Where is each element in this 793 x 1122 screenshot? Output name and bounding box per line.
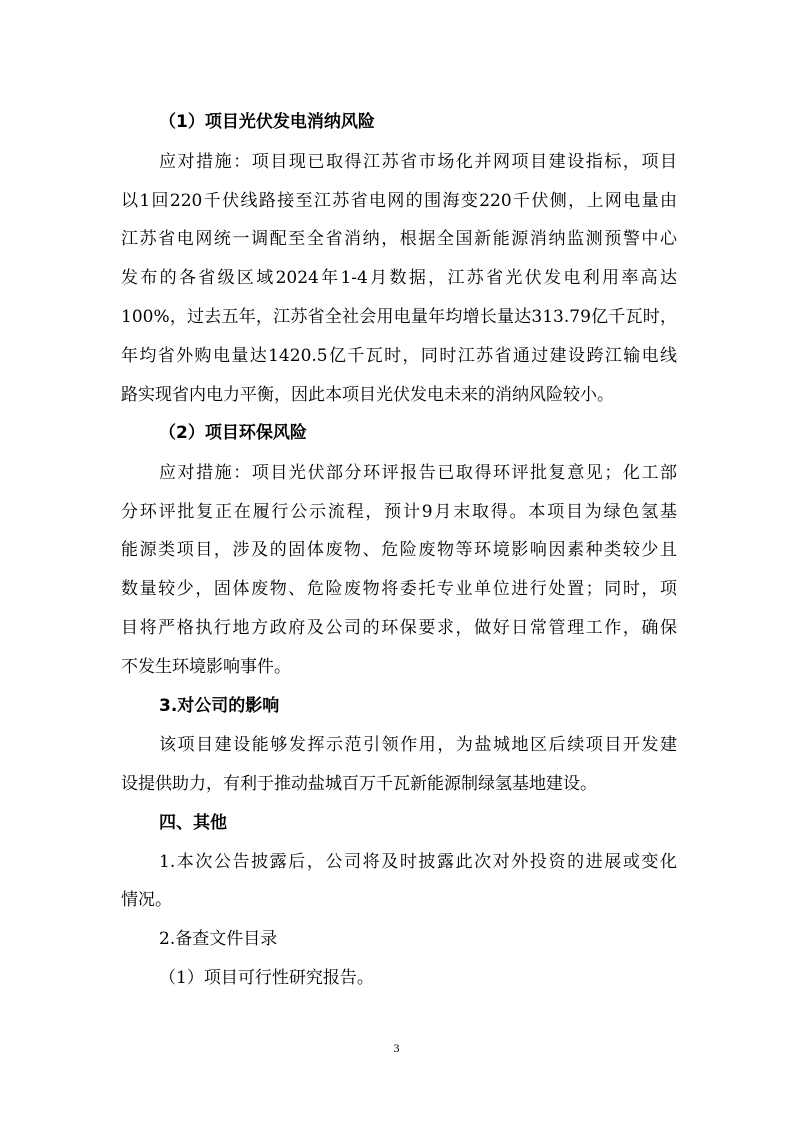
paragraph-line: （1）项目可行性研究报告。 [159, 968, 374, 988]
paragraph-line: 年均省外购电量达1420.5亿千瓦时，同时江苏省通过建设跨江输电线 [121, 346, 677, 366]
paragraph-line: 分环评批复正在履行公示流程，预计9月末取得。本项目为绿色氢基 [121, 502, 677, 522]
paragraph-line: 不发生环境影响事件。 [121, 657, 291, 677]
paragraph-line: 江苏省电网统一调配至全省消纳，根据全国新能源消纳监测预警中心 [121, 229, 677, 249]
paragraph-line: 路实现省内电力平衡，因此本项目光伏发电未来的消纳风险较小。 [121, 385, 614, 405]
section-heading-other: 四、其他 [159, 813, 227, 833]
paragraph-line: 数量较少，固体废物、危险废物将委托专业单位进行处置；同时，项 [121, 579, 677, 599]
paragraph-line: 1.本次公告披露后，公司将及时披露此次对外投资的进展或变化 [159, 852, 677, 872]
section-heading-company-impact: 3.对公司的影响 [159, 696, 280, 716]
section-heading-pv-consumption-risk: （1）项目光伏发电消纳风险 [159, 112, 375, 132]
page-number: 3 [393, 1041, 400, 1055]
paragraph-line: 设提供助力，有利于推动盐城百万千瓦新能源制绿氢基地建设。 [121, 774, 597, 794]
paragraph-line: 应对措施：项目现已取得江苏省市场化并网项目建设指标，项目 [159, 152, 677, 172]
section-heading-environmental-risk: （2）项目环保风险 [159, 423, 307, 443]
paragraph-line: 目将严格执行地方政府及公司的环保要求，做好日常管理工作，确保 [121, 618, 677, 638]
paragraph-line: 发布的各省级区域2024年1-4月数据，江苏省光伏发电利用率高达 [121, 268, 677, 288]
paragraph-line: 100%，过去五年，江苏省全社会用电量年均增长量达313.79亿千瓦时， [121, 307, 677, 327]
paragraph-line: 情况。 [121, 890, 172, 910]
paragraph-line: 2.备查文件目录 [159, 929, 278, 949]
paragraph-line: 以1回220千伏线路接至江苏省电网的围海变220千伏侧，上网电量由 [121, 191, 677, 211]
paragraph-line: 该项目建设能够发挥示范引领作用，为盐城地区后续项目开发建 [159, 735, 677, 755]
paragraph-line: 能源类项目，涉及的固体废物、危险废物等环境影响因素种类较少且 [121, 540, 677, 560]
paragraph-line: 应对措施：项目光伏部分环评报告已取得环评批复意见；化工部 [159, 463, 677, 483]
